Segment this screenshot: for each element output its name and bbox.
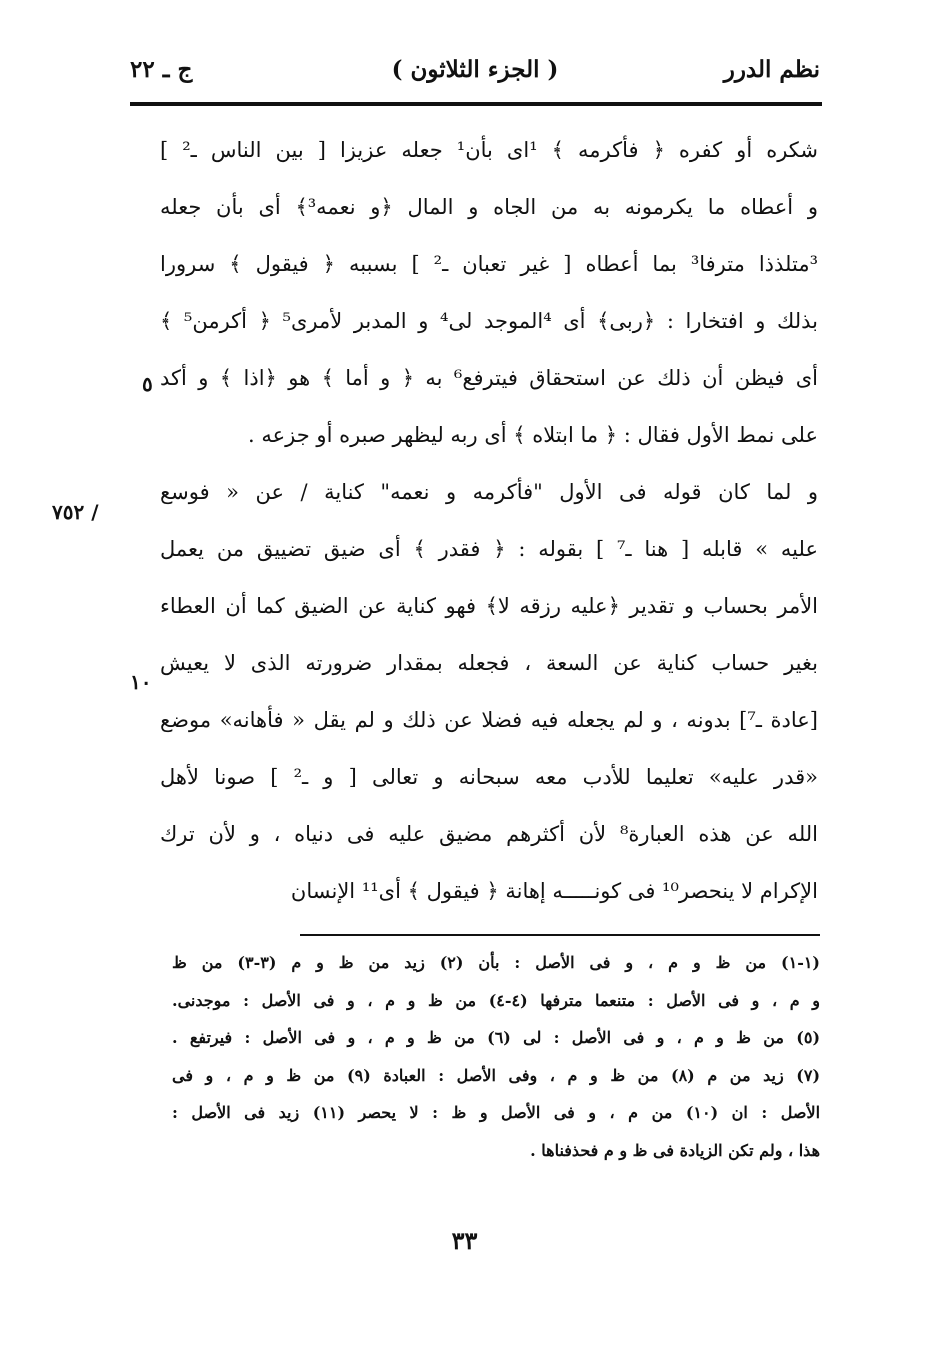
text-line: بذلك و افتخارا : ﴿ربى﴾ أى ⁴الموجد لى⁴ و المدبر لأمرى⁵ ﴿ أكرمن⁵ ﴾ bbox=[160, 309, 818, 333]
footnote-line: (١-١) من ظ و م ، و فى الأصل : بأن (٢) زيد من ظ و م (٣-٣) من ظ bbox=[172, 953, 820, 972]
source-page-marker: ٧٥٢ / bbox=[52, 500, 99, 524]
running-header bbox=[130, 50, 820, 96]
text-line: الإكرام لا ينحصر¹⁰ فى كونـــــه إهانة ﴿ فيقول ﴾ أى¹¹ الإنسان bbox=[290, 879, 818, 903]
text-line: ³متلذذا مترفا³ بما أعطاه [ غير تعبان ـ² ] بسببه ﴿ فيقول ﴾ سرورا bbox=[160, 252, 818, 276]
footnote-line: و م ، و فى الأصل : متنعما مترفها (٤-٤) من ظ و م ، و فى الأصل : موجدنى. bbox=[172, 990, 820, 1010]
text-line: و لما كان قوله فى الأول "فأكرمه و نعمه" كناية / عن « فوسع bbox=[160, 480, 818, 504]
part-title: ( الجزء الثلاثون ) bbox=[391, 56, 559, 83]
footnote-line: (٥) من ظ و م ، و فى الأصل : لى (٦) من ظ و م ، و فى الأصل : فيرتفع . bbox=[172, 1028, 820, 1047]
text-line: «قدر عليه» تعليما للأدب معه سبحانه و تعالى [ و ـ² ] صونا لأهل bbox=[160, 765, 818, 789]
line-number-10: ١٠ bbox=[130, 670, 152, 694]
footnote-line: هذا ، ولم تكن الزيادة فى ظ و م فحذفناها . bbox=[530, 1140, 820, 1160]
footnote-line: (٧) زيد من م (٨) من ظ و م ، وفى الأصل : العبادة (٩) من ظ و م ، و فى bbox=[172, 1065, 820, 1085]
main-text bbox=[160, 122, 818, 920]
text-line: الله عن هذه العبارة⁸ لأن أكثرهم مضيق عليه فى دنياه ، و لأن ترك bbox=[160, 822, 818, 846]
text-line: شكره أو كفره ﴿ فأكرمه ﴾ ¹اى بأن¹ جعله عزيزا [ بين الناس ـ² ] bbox=[160, 138, 818, 162]
text-line: و أعطاه ما يكرمونه به من الجاه و المال ﴿و نعمه³﴾ أى بأن جعله bbox=[160, 195, 818, 219]
footnote-rule bbox=[300, 934, 820, 936]
volume-number: ج ـ ٢٢ bbox=[130, 56, 193, 83]
page-number: ٣٣ bbox=[451, 1226, 478, 1255]
line-number-5: ٥ bbox=[142, 372, 153, 396]
footnotes bbox=[172, 944, 820, 1169]
text-line: على نمط الأول فقال : ﴿ ما ابتلاه ﴾ أى ربه ليظهر صبره أو جزعه . bbox=[248, 423, 818, 447]
text-line: بغير حساب كناية عن السعة ، فجعله بمقدار ضرورته الذى لا يعيش bbox=[160, 651, 818, 675]
header-rule bbox=[130, 102, 822, 106]
text-line: [عادة ـ⁷] بدونه ، و لم يجعله فيه فضلا عن ذلك و لم يقل « فأهانه» موضع bbox=[160, 708, 818, 732]
text-line: أى فيظن أن ذلك عن استحقاق فيترفع⁶ به ﴿ و أما ﴾ هو ﴿اذا ﴾ و أكد bbox=[160, 366, 818, 390]
footnote-line: الأصل : ان (١٠) من م ، و فى الأصل و ظ : لا يحصر (١١) زيد فى الأصل : bbox=[172, 1103, 820, 1122]
book-title: نظم الدرر bbox=[723, 56, 820, 83]
text-line: عليه » قابله [ هنا ـ⁷ ] بقوله : ﴿ فقدر ﴾ أى ضيق تضييق من يعمل bbox=[160, 537, 818, 561]
text-line: الأمر بحساب و تقدير ﴿عليه رزقه لا﴾ فهو كناية عن الضيق كما أن العطاء bbox=[160, 594, 818, 618]
